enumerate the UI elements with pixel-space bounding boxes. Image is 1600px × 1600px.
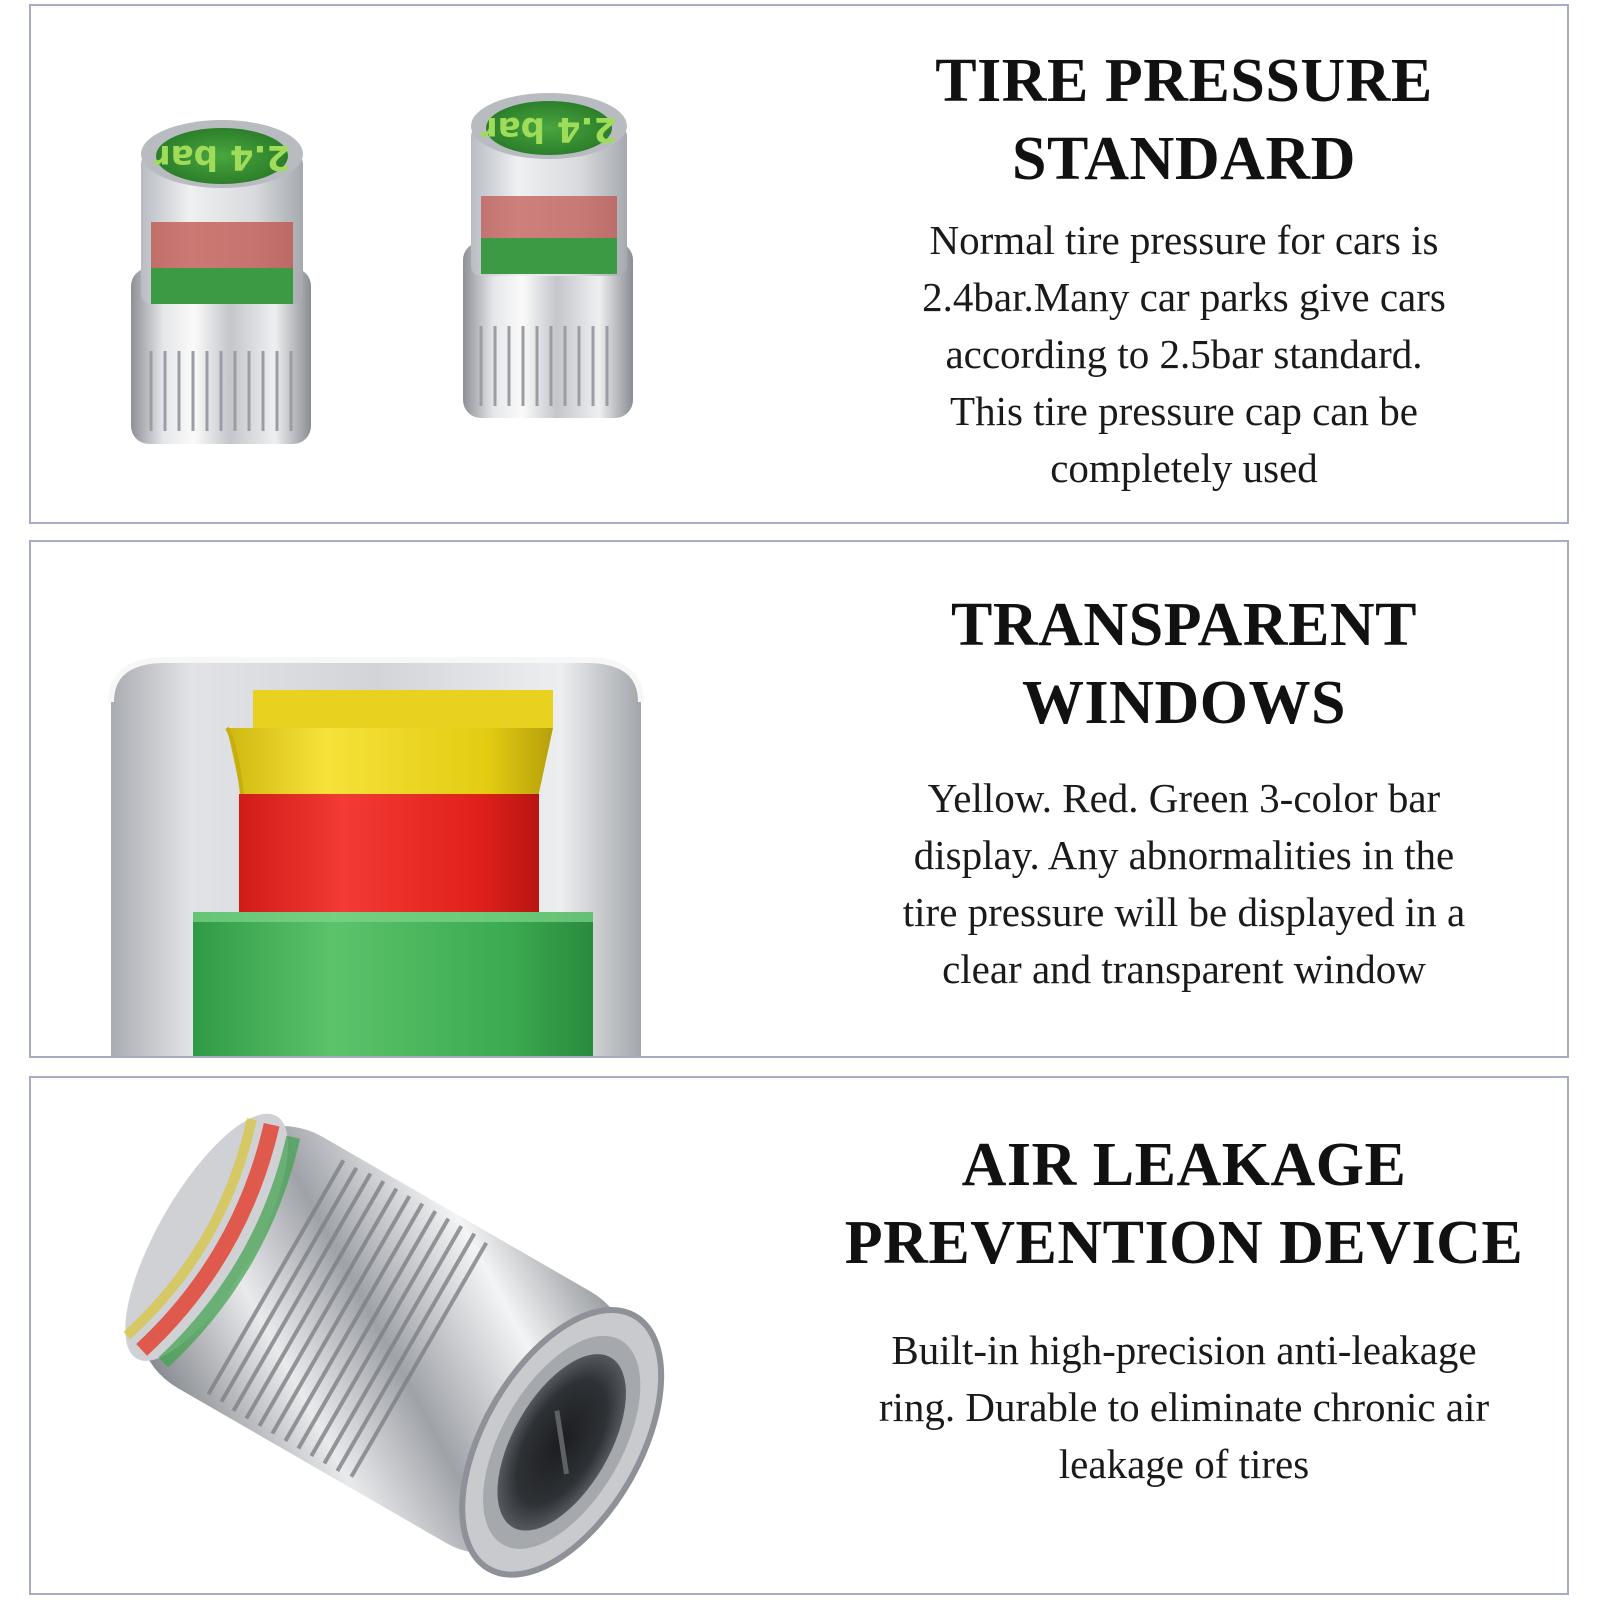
- valve-cap-right: [463, 93, 633, 418]
- feature-title: TIRE PRESSURE STANDARD: [935, 47, 1433, 193]
- feature-panel-transparent-windows: [29, 540, 1569, 1058]
- feature-text: [821, 542, 1547, 1058]
- feature-description: Yellow. Red. Green 3-color bar display. Any abnormalities in the tire pressure will be displayed in a clear and transparent window: [902, 775, 1466, 992]
- valve-cap-bottom-image: [31, 1078, 791, 1593]
- feature-description: Normal tire pressure for cars is 2.4bar.Many car parks give cars according to 2.5bar standard. This tire pressure cap can be completely used: [922, 217, 1446, 491]
- valve-caps-image: [31, 6, 791, 522]
- feature-panel-tire-pressure: [29, 4, 1569, 524]
- cap-label-left: 2.4 bar: [153, 137, 291, 177]
- indicator-window-image: [31, 542, 791, 1056]
- cap-label-right: 2.4 bar: [480, 109, 618, 149]
- valve-cap-left: [131, 120, 311, 444]
- feature-title: TRANSPARENT WINDOWS: [951, 591, 1417, 737]
- feature-title: AIR LEAKAGE PREVENTION DEVICE: [844, 1131, 1524, 1277]
- feature-text: [821, 6, 1547, 524]
- feature-text: [821, 1078, 1547, 1595]
- feature-description: Built-in high-precision anti-leakage ring. Durable to eliminate chronic air leakage of tires: [878, 1327, 1490, 1487]
- feature-panel-air-leakage: [29, 1076, 1569, 1595]
